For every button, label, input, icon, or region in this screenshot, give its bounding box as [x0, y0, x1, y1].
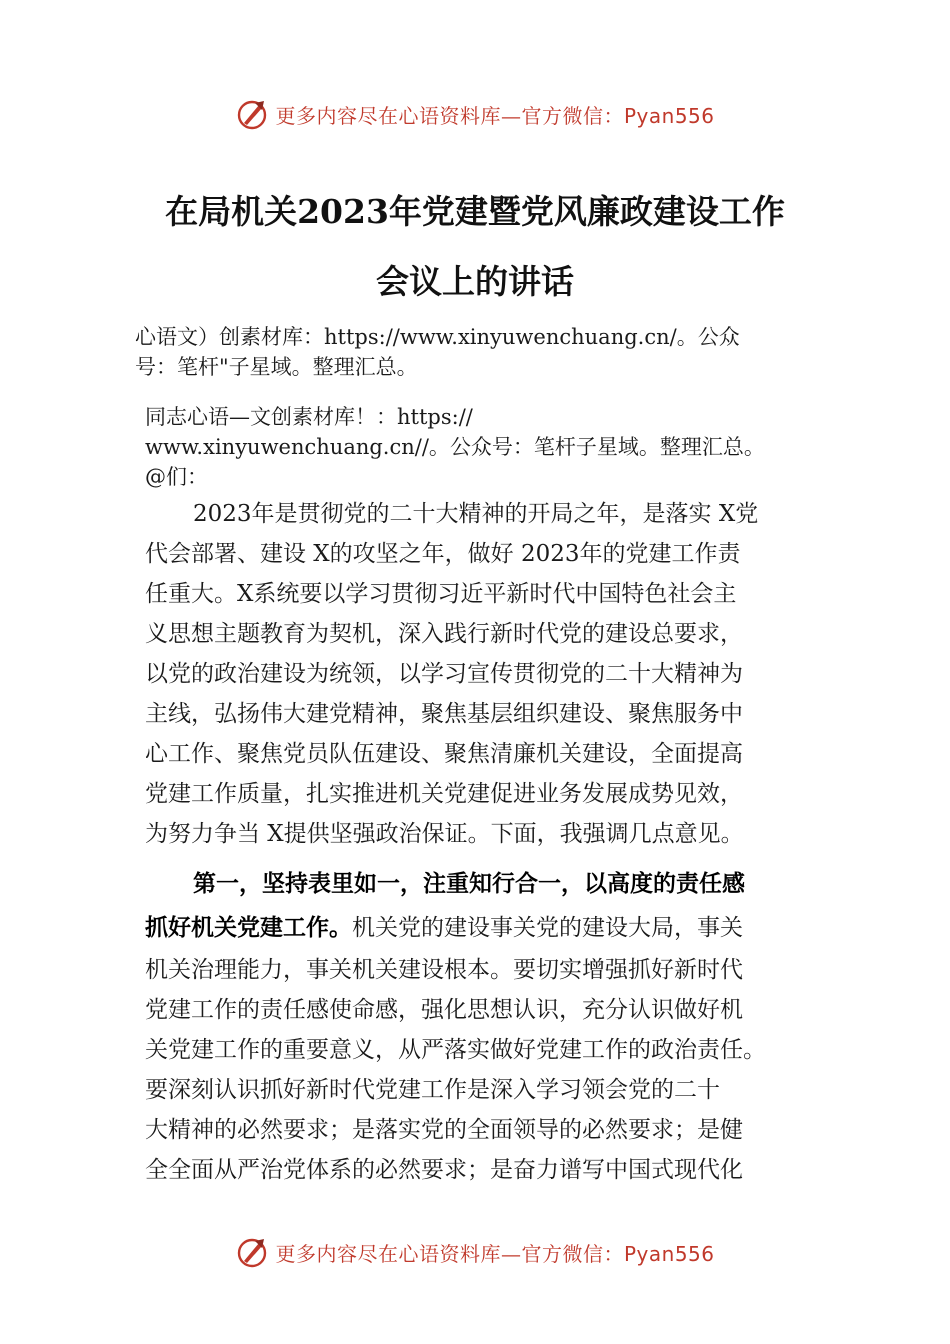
header-wechat-id: Pyan556 [623, 103, 715, 128]
paragraph-2-line: 全全面从严治党体系的必然要求；是奋力谱写中国式现代化 [145, 1157, 743, 1183]
paragraph-2-heading-part-1: 第一，坚持表里如一，注重知行合一，以高度的责任感 [193, 871, 745, 897]
paragraph-2-line: 大精神的必然要求；是落实党的全面领导的必然要求；是健 [145, 1117, 743, 1143]
paragraph-2-lead-line-1 [145, 862, 766, 906]
pen-circle-logo-icon [235, 1235, 269, 1269]
footer-banner-label: 更多内容尽在心语资料库—官方微信： [275, 1241, 624, 1266]
source-note-1 [135, 322, 740, 382]
paragraph-1-line: 义思想主题教育为契机，深入践行新时代党的建设总要求， [145, 621, 743, 647]
paragraph-2-lead-line-2 [145, 906, 766, 950]
paragraph-1-line: 2023年是贯彻党的二十大精神的开局之年，是落实 X党 [193, 501, 759, 527]
header-banner-text [275, 100, 714, 129]
source-note-2-line-1: 同志心语—文创素材库！：https:// [145, 405, 473, 429]
footer-banner [0, 1230, 950, 1274]
paragraph-1-line: 任重大。X系统要以学习贯彻习近平新时代中国特色社会主 [145, 581, 737, 607]
paragraph-2-line: 党建工作的责任感使命感，强化思想认识，充分认识做好机 [145, 997, 743, 1023]
paragraph-2 [145, 862, 766, 1190]
paragraph-2-heading-part-2: 抓好机关党建工作。 [145, 915, 352, 941]
pen-circle-logo-icon [235, 97, 269, 131]
paragraph-1 [145, 494, 758, 854]
paragraph-2-line-2-rest: 机关党的建设事关党的建设大局，事关 [352, 915, 743, 941]
source-note-2-line-3: @们： [145, 465, 208, 489]
header-banner [0, 92, 950, 136]
footer-wechat-id: Pyan556 [623, 1241, 715, 1266]
paragraph-1-line: 代会部署、建设 X的攻坚之年，做好 2023年的党建工作责 [145, 541, 741, 567]
paragraph-1-line: 为努力争当 X提供坚强政治保证。下面，我强调几点意见。 [145, 821, 744, 847]
document-title-line-2: 会议上的讲话 [376, 262, 574, 301]
paragraph-1-line: 党建工作质量，扎实推进机关党建促进业务发展成势见效， [145, 781, 743, 807]
source-note-2-line-2: www.xinyuwenchuang.cn//。公众号：笔杆子星域。整理汇总。 [145, 435, 765, 459]
source-note-1-line-2: 号：笔杆"子星域。整理汇总。 [135, 355, 418, 379]
paragraph-2-line: 机关治理能力，事关机关建设根本。要切实增强抓好新时代 [145, 957, 743, 983]
paragraph-1-line: 主线，弘扬伟大建党精神，聚焦基层组织建设、聚焦服务中 [145, 701, 743, 727]
footer-banner-text [275, 1238, 714, 1267]
paragraph-2-line: 关党建工作的重要意义，从严落实做好党建工作的政治责任。 [145, 1037, 766, 1063]
paragraph-1-line: 以党的政治建设为统领，以学习宣传贯彻党的二十大精神为 [145, 661, 743, 687]
header-banner-label: 更多内容尽在心语资料库—官方微信： [275, 103, 624, 128]
source-note-1-line-1: 心语文）创素材库：https://www.xinyuwenchuang.cn/。公众 [135, 325, 740, 349]
source-note-2 [145, 402, 765, 492]
paragraph-2-line: 要深刻认识抓好新时代党建工作是深入学习领会党的二十 [145, 1077, 720, 1103]
paragraph-1-line: 心工作、聚焦党员队伍建设、聚焦清廉机关建设，全面提高 [145, 741, 743, 767]
document-title-line-1: 在局机关2023年党建暨党风廉政建设工作 [165, 192, 785, 231]
